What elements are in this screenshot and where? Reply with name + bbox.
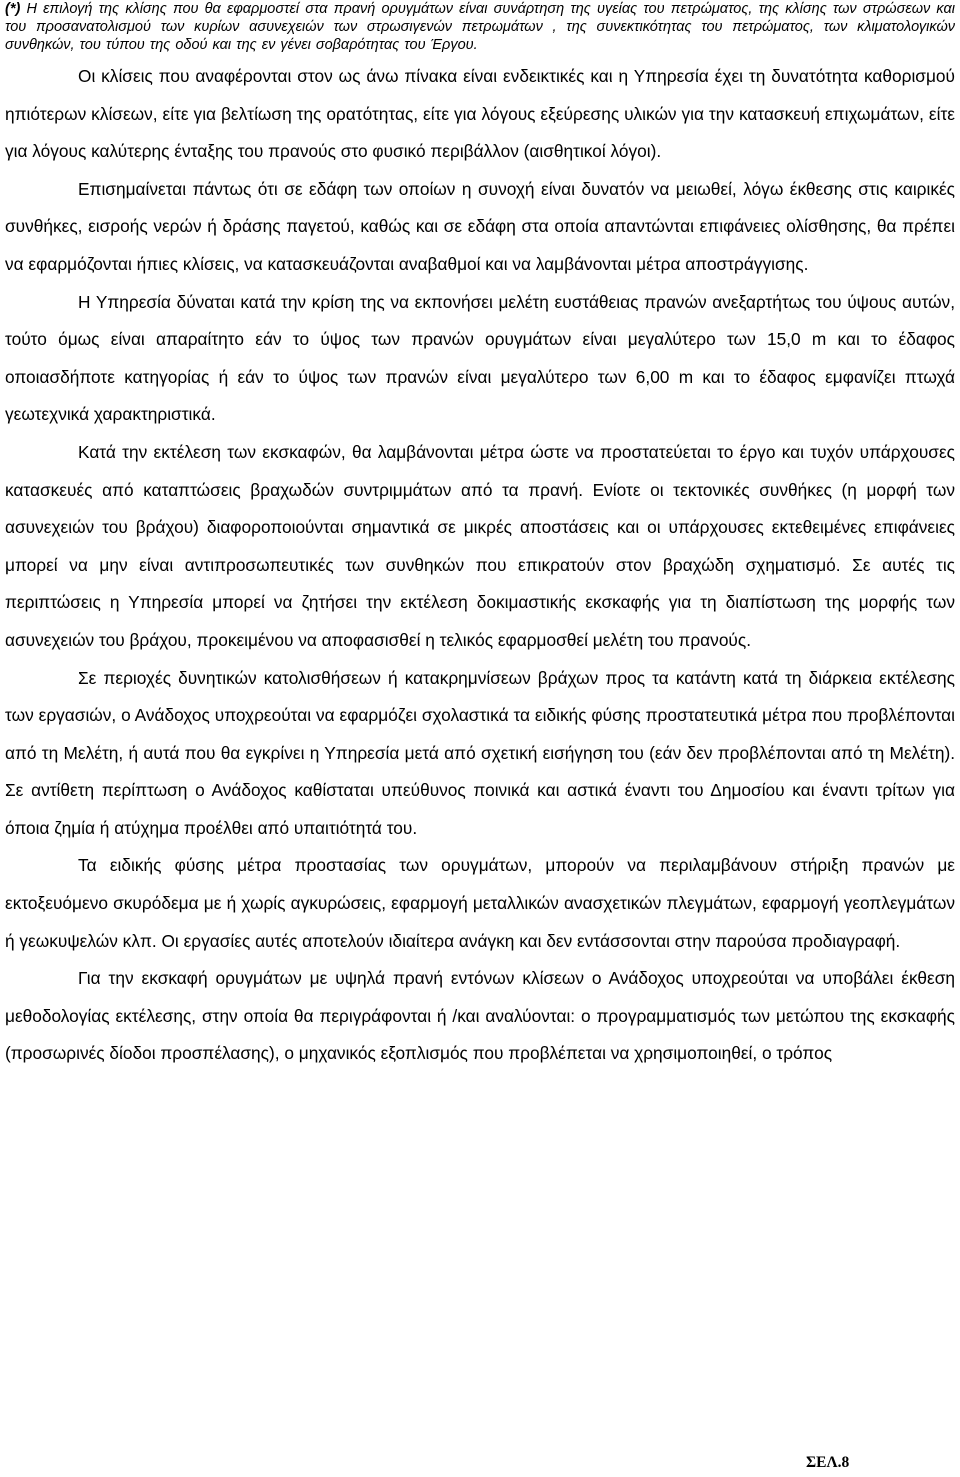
paragraph-4: Κατά την εκτέλεση των εκσκαφών, θα λαμβάνονται μέτρα ώστε να προστατεύεται το έργο και τυχόν υπάρχουσες κατασκευές από καταπτώσεις βραχωδών συντριμμάτων από τα πρανή. Ενίοτε οι τεκτονικές συνθήκες (η μορφή των ασυνεχειών του βράχου) διαφοροποιούνται σημαντικά σε μικρές αποστάσεις και οι υπάρχουσες εκτεθειμένες επιφάνειες μπορεί να μην είναι αντιπροσωπευτικές των συνθηκών που επικρατούν στον βραχώδη σχηματισμό. Σε αυτές τις περιπτώσεις η Υπηρεσία μπορεί να ζητήσει την εκτέλεση δοκιμαστικής εκσκαφής για τη διαπίστωση της μορφής των ασυνεχειών του βράχου, προκειμένου να αποφασισθεί η τελικός εφαρμοσθεί μελέτη του πρανούς. bbox=[5, 441, 955, 650]
paragraph-5: Σε περιοχές δυνητικών κατολισθήσεων ή κατακρημνίσεων βράχων προς τα κατάντη κατά τη διάρκεια εκτέλεσης των εργασιών, ο Ανάδοχος υποχρεούται να εφαρμόζει σχολαστικά τα ειδικής φύσης προστατευτικά μέτρα που προβλέπονται από τη Μελέτη, ή αυτά που θα εγκρίνει η Υπηρεσία μετά από σχετική εισήγηση του (εάν δεν προβλέπονται από τη Μελέτη). Σε αντίθετη περίπτωση ο Ανάδοχος καθίσταται υπεύθυνος ποινικά και αστικά έναντι του Δημοσίου και έναντι τρίτων για όποια ζημία ή ατύχημα προέλθει από υπαιτιότητά του. bbox=[5, 667, 955, 838]
paragraph-6: Τα ειδικής φύσης μέτρα προστασίας των ορυγμάτων, μπορούν να περιλαμβάνουν στήριξη πρανών με εκτοξευόμενο σκυρόδεμα με ή χωρίς αγκυρώσεις, εφαρμογή μεταλλικών ανασχετικών πλεγμάτων, εφαρμογή γεοπλεγμάτων ή γεωκυψελών κλπ. Οι εργασίες αυτές αποτελούν ιδιαίτερα ανάγκη και δεν εντάσσονται στην παρούσα προδιαγραφή. bbox=[5, 855, 955, 951]
paragraph-7: Για την εκσκαφή ορυγμάτων με υψηλά πρανή εντόνων κλίσεων ο Ανάδοχος υποχρεούται να υποβάλει έκθεση μεθοδολογίας εκτέλεσης, στην οποία θα περιγράφονται ή /και αναλύονται: ο προγραμματισμός των μετώπου της εκσκαφής (προσωρινές δίοδοι προσπέλασης), ο μηχανικός εξοπλισμός που προβλέπεται να χρησιμοποιηθεί, ο τρόπος bbox=[5, 968, 955, 1064]
footnote-marker: (*) bbox=[5, 1, 21, 17]
paragraph-2: Επισημαίνεται πάντως ότι σε εδάφη των οποίων η συνοχή είναι δυνατόν να μειωθεί, λόγω έκθεσης στις καιρικές συνθήκες, εισροής νερών ή δράσης παγετού, καθώς και σε εδάφη στα οποία απαντώνται επιφάνειες ολίσθησης, θα πρέπει να εφαρμόζονται ήπιες κλίσεις, να κατασκευάζονται αναβαθμοί και να λαμβάνονται μέτρα αποστράγγισης. bbox=[5, 178, 955, 274]
page-number: ΣΕΛ.8 bbox=[806, 1454, 850, 1471]
footnote bbox=[5, 0, 955, 54]
paragraph-3: Η Υπηρεσία δύναται κατά την κρίση της να εκπονήσει μελέτη ευστάθειας πρανών ανεξαρτήτως του ύψους αυτών, τούτο όμως είναι απαραίτητο εάν το ύψος των πρανών ορυγμάτων είναι μεγαλύτερο των 15,0 m και το έδαφος οποιασδήποτε κατηγορίας ή εάν το ύψος των πρανών είναι μεγαλύτερο των 6,00 m και το έδαφος εμφανίζει πτωχά γεωτεχνικά χαρακτηριστικά. bbox=[5, 291, 955, 425]
paragraph-1: Οι κλίσεις που αναφέρονται στον ως άνω πίνακα είναι ενδεικτικές και η Υπηρεσία έχει τη δυνατότητα καθορισμού ηπιότερων κλίσεων, είτε για βελτίωση της ορατότητας, είτε για λόγους εξεύρεσης υλικών για την κατασκευή επιχωμάτων, είτε για λόγους καλύτερης ένταξης του πρανούς στο φυσικό περιβάλλον (αισθητικοί λόγοι). bbox=[5, 66, 955, 162]
document-page bbox=[5, 0, 955, 1073]
footnote-text: Η επιλογή της κλίσης που θα εφαρμοστεί στα πρανή ορυγμάτων είναι συνάρτηση της υγείας του πετρώματος, της κλίσης των στρώσεων και του προσανατολισμού των κυρίων ασυνεχειών των στρωσιγενών πετρωμάτων , της συνεκτικότητας του πετρώματος, των κλιματολογικών συνθηκών, του τύπου της οδού και της εν γένει σοβαρότητας του Έργου. bbox=[5, 1, 955, 53]
body-text bbox=[5, 58, 955, 1073]
